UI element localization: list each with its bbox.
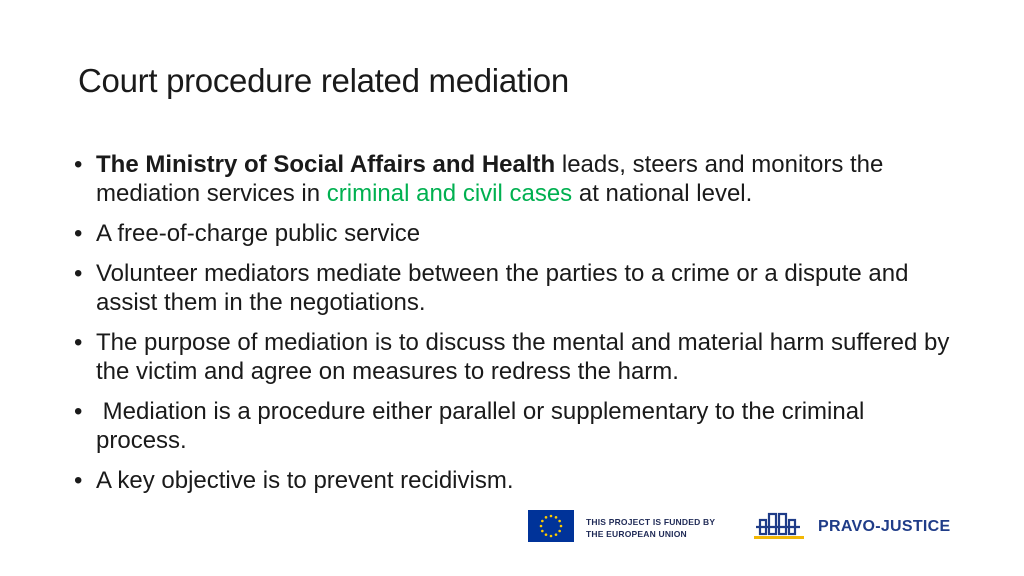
eu-funding-text <box>586 516 736 540</box>
bullet-list <box>74 150 954 506</box>
eu-star-icon <box>540 525 543 528</box>
bullet-dot: • <box>74 398 83 425</box>
eu-funding-line-1: THIS PROJECT IS FUNDED BY <box>586 517 716 527</box>
bullet-item <box>74 150 954 208</box>
bullet-text: Mediation is a procedure either parallel or supplementary to the criminal process. <box>96 398 872 454</box>
bullet-dot: • <box>74 151 83 178</box>
bullet-item <box>74 397 954 455</box>
bullet-item <box>74 466 954 495</box>
bullet-text: A free-of-charge public service <box>96 220 421 247</box>
eu-star-icon <box>550 535 553 538</box>
eu-star-icon <box>545 533 548 536</box>
bullet-text: leads, steers and monitors the mediation services in <box>96 151 884 207</box>
bullet-text: Volunteer mediators mediate between the parties to a crime or a dispute and assist them in the negotiations. <box>96 260 909 316</box>
eu-star-icon <box>550 515 553 518</box>
slide-title: Court procedure related mediation <box>78 62 569 99</box>
bullet-dot: • <box>74 467 83 494</box>
eu-star-icon <box>541 530 544 533</box>
bullet-item <box>74 328 954 386</box>
eu-star-icon <box>560 525 563 528</box>
footer-logos <box>528 508 968 548</box>
bullet-dot: • <box>74 220 83 247</box>
pravo-justice-building-icon <box>752 510 806 542</box>
eu-star-icon <box>558 520 561 523</box>
eu-star-icon <box>555 533 558 536</box>
partner-name: PRAVO-JUSTICE <box>818 518 951 535</box>
bullet-item <box>74 259 954 317</box>
eu-star-icon <box>541 520 544 523</box>
bullet-dot: • <box>74 329 83 356</box>
highlight-text: criminal and civil cases <box>326 180 573 207</box>
bullet-text: at national level. <box>572 180 753 207</box>
eu-star-icon <box>555 516 558 519</box>
ministry-name: The Ministry of Social Affairs and Health <box>96 151 556 178</box>
eu-flag-icon <box>528 510 574 542</box>
bullet-dot: • <box>74 260 83 287</box>
eu-funding-line-2: THE EUROPEAN UNION <box>586 529 687 539</box>
eu-star-icon <box>558 530 561 533</box>
bullet-item <box>74 219 954 248</box>
bullet-text: A key objective is to prevent recidivism. <box>96 467 514 494</box>
bullet-text: The purpose of mediation is to discuss the mental and material harm suffered by the victim and agree on measures to redress the harm. <box>96 329 950 385</box>
eu-star-icon <box>545 516 548 519</box>
